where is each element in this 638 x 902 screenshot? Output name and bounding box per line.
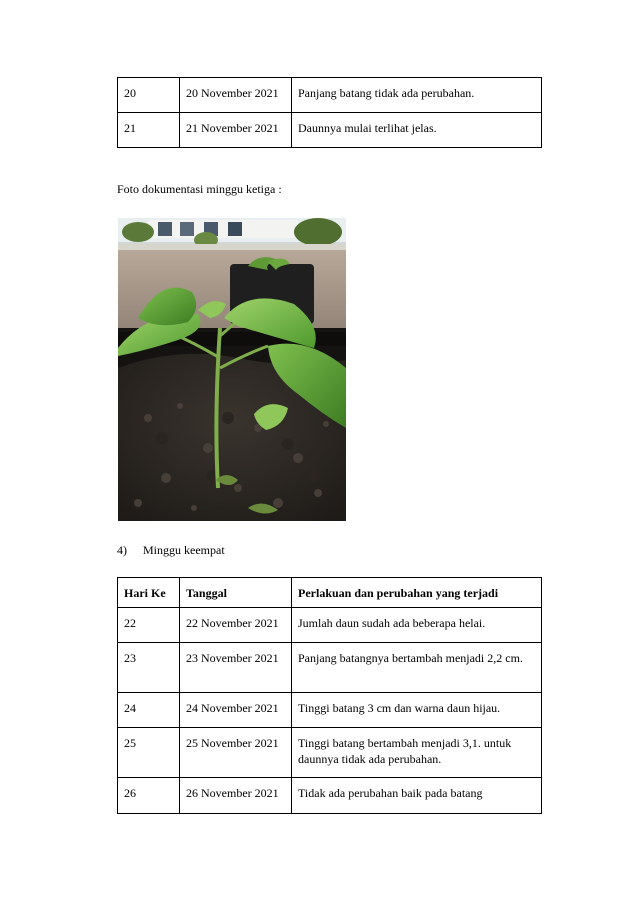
photo-caption: Foto dokumentasi minggu ketiga : [117,182,282,196]
note-cell: Panjang batangnya bertambah menjadi 2,2 cm. [292,643,542,693]
note-cell: Tinggi batang bertambah menjadi 3,1. untuk daunnya tidak ada perubahan. [292,728,542,778]
table-row [118,78,542,113]
observation-table-week4 [117,577,542,814]
table-row [118,778,542,814]
day-cell: 24 [118,693,180,728]
date-cell: 24 November 2021 [180,693,292,728]
table-row [118,608,542,643]
day-cell: 21 [118,113,180,148]
section-title: Minggu keempat [143,543,225,557]
day-cell: 25 [118,728,180,778]
date-cell: 20 November 2021 [180,78,292,113]
observation-table-week3-end [117,77,542,148]
day-cell: 22 [118,608,180,643]
day-cell: 20 [118,78,180,113]
note-cell: Tidak ada perubahan baik pada batang [292,778,542,814]
date-cell: 22 November 2021 [180,608,292,643]
table-row [118,113,542,148]
plant-photo [118,218,346,521]
date-cell: 26 November 2021 [180,778,292,814]
date-cell: 21 November 2021 [180,113,292,148]
note-cell: Tinggi batang 3 cm dan warna daun hijau. [292,693,542,728]
note-cell: Jumlah daun sudah ada beberapa helai. [292,608,542,643]
header-note: Perlakuan dan perubahan yang terjadi [292,578,542,608]
date-cell: 23 November 2021 [180,643,292,693]
table-row [118,643,542,693]
table-row [118,693,542,728]
note-cell: Panjang batang tidak ada perubahan. [292,78,542,113]
day-cell: 26 [118,778,180,814]
header-date: Tanggal [180,578,292,608]
section-number: 4) [117,543,127,557]
header-day: Hari Ke [118,578,180,608]
section-heading [117,542,225,558]
table-header-row [118,578,542,608]
note-cell: Daunnya mulai terlihat jelas. [292,113,542,148]
table-row [118,728,542,778]
day-cell: 23 [118,643,180,693]
date-cell: 25 November 2021 [180,728,292,778]
